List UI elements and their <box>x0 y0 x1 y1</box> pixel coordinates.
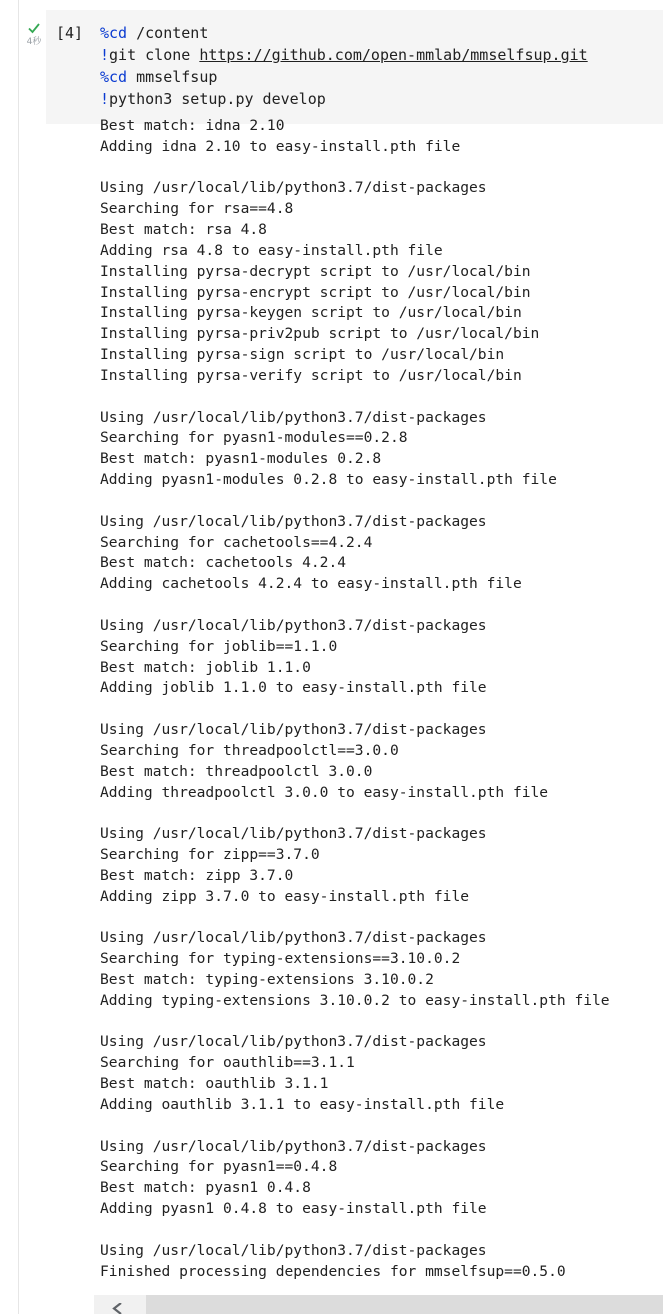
output-line: Best match: zipp 3.7.0 <box>100 866 294 884</box>
output-line <box>100 1116 660 1137</box>
output-line: Finished processing dependencies for mmselfsup==0.5.0 <box>100 1262 566 1280</box>
output-line: Searching for cachetools==4.2.4 <box>100 533 373 551</box>
code-token: mmselfsup <box>127 68 218 86</box>
output-line: Best match: rsa 4.8 <box>100 221 267 239</box>
output-line <box>100 491 660 512</box>
output-line: Searching for joblib==1.1.0 <box>100 637 338 655</box>
execution-time: 4秒 <box>26 37 42 47</box>
code-token: ! <box>100 46 110 64</box>
output-line: Adding oauthlib 3.1.1 to easy-install.pth file <box>100 1095 505 1113</box>
output-line <box>100 803 660 824</box>
code-token: git clone <box>109 46 200 64</box>
output-line: Using /usr/local/lib/python3.7/dist-packages <box>100 179 487 197</box>
output-line <box>100 595 660 616</box>
output-line: Adding joblib 1.1.0 to easy-install.pth file <box>100 679 487 697</box>
output-line: Best match: typing-extensions 3.10.0.2 <box>100 970 434 988</box>
scrollbar-thumb[interactable] <box>146 1295 663 1314</box>
output-line: Adding idna 2.10 to easy-install.pth file <box>100 137 461 155</box>
output-line: Using /usr/local/lib/python3.7/dist-packages <box>100 512 487 530</box>
horizontal-scrollbar[interactable] <box>94 1295 663 1314</box>
output-line: Installing pyrsa-decrypt script to /usr/local/bin <box>100 262 531 280</box>
code-token: %cd <box>100 24 128 42</box>
output-line: Best match: idna 2.10 <box>100 117 285 134</box>
chevron-left-icon <box>112 1303 124 1314</box>
output-line: Searching for zipp==3.7.0 <box>100 845 320 863</box>
output-line: Installing pyrsa-priv2pub script to /usr/local/bin <box>100 325 540 343</box>
cell-status[interactable] <box>24 20 44 48</box>
output-line: Best match: joblib 1.1.0 <box>100 658 311 676</box>
output-line: Searching for pyasn1==0.4.8 <box>100 1158 338 1176</box>
output-line: Best match: pyasn1-modules 0.2.8 <box>100 450 382 468</box>
output-line: Installing pyrsa-keygen script to /usr/local/bin <box>100 304 522 322</box>
code-token: %cd <box>100 68 128 86</box>
output-line <box>100 1220 660 1241</box>
output-line: Installing pyrsa-encrypt script to /usr/local/bin <box>100 283 531 301</box>
output-line: Using /usr/local/lib/python3.7/dist-packages <box>100 929 487 947</box>
output-line: Using /usr/local/lib/python3.7/dist-packages <box>100 721 487 739</box>
output-line: Best match: oauthlib 3.1.1 <box>100 1075 329 1093</box>
code-lines[interactable] <box>100 22 588 110</box>
code-editor[interactable] <box>46 10 663 124</box>
output-line: Adding pyasn1-modules 0.2.8 to easy-install.pth file <box>100 471 557 489</box>
output-line: Searching for oauthlib==3.1.1 <box>100 1054 355 1072</box>
output-line: Searching for typing-extensions==3.10.0.2 <box>100 950 461 968</box>
output-line <box>100 699 660 720</box>
output-line: Searching for pyasn1-modules==0.2.8 <box>100 429 408 447</box>
output-line: Adding rsa 4.8 to easy-install.pth file <box>100 241 443 259</box>
output-line <box>100 907 660 928</box>
code-token: ! <box>100 90 110 108</box>
output-line: Best match: cachetools 4.2.4 <box>100 554 347 572</box>
output-line <box>100 1012 660 1033</box>
output-line: Using /usr/local/lib/python3.7/dist-packages <box>100 1241 487 1259</box>
code-token: python3 setup.py develop <box>109 90 326 108</box>
output-line: Using /usr/local/lib/python3.7/dist-packages <box>100 1033 487 1051</box>
output-line: Using /usr/local/lib/python3.7/dist-packages <box>100 408 487 426</box>
output-line: Best match: pyasn1 0.4.8 <box>100 1179 311 1197</box>
code-line[interactable] <box>100 22 588 44</box>
output-line: Adding zipp 3.7.0 to easy-install.pth file <box>100 887 470 905</box>
output-line: Using /usr/local/lib/python3.7/dist-packages <box>100 825 487 843</box>
output-line: Searching for rsa==4.8 <box>100 200 294 218</box>
code-line[interactable] <box>100 66 588 88</box>
output-line: Adding pyasn1 0.4.8 to easy-install.pth file <box>100 1200 487 1218</box>
code-line[interactable] <box>100 88 588 110</box>
output-line: Adding threadpoolctl 3.0.0 to easy-install.pth file <box>100 783 549 801</box>
output-line <box>100 387 660 408</box>
scroll-left-button[interactable] <box>94 1295 144 1314</box>
output-line: Using /usr/local/lib/python3.7/dist-packages <box>100 1137 487 1155</box>
output-line <box>100 158 660 179</box>
output-line: Installing pyrsa-verify script to /usr/local/bin <box>100 366 522 384</box>
cell-output <box>100 116 660 1282</box>
output-line: Using /usr/local/lib/python3.7/dist-packages <box>100 616 487 634</box>
output-line: Adding cachetools 4.2.4 to easy-install.pth file <box>100 575 522 593</box>
cell-gutter-divider <box>18 0 19 1314</box>
code-line[interactable] <box>100 44 588 66</box>
output-line: Adding typing-extensions 3.10.0.2 to easy-install.pth file <box>100 991 610 1009</box>
repo-link[interactable]: https://github.com/open-mmlab/mmselfsup.git <box>199 46 588 64</box>
code-token: /content <box>127 24 209 42</box>
output-line: Searching for threadpoolctl==3.0.0 <box>100 741 399 759</box>
output-line: Best match: threadpoolctl 3.0.0 <box>100 762 373 780</box>
execution-count: [4] <box>56 24 84 42</box>
checkmark-icon <box>26 20 42 36</box>
output-line: Installing pyrsa-sign script to /usr/local/bin <box>100 346 505 364</box>
